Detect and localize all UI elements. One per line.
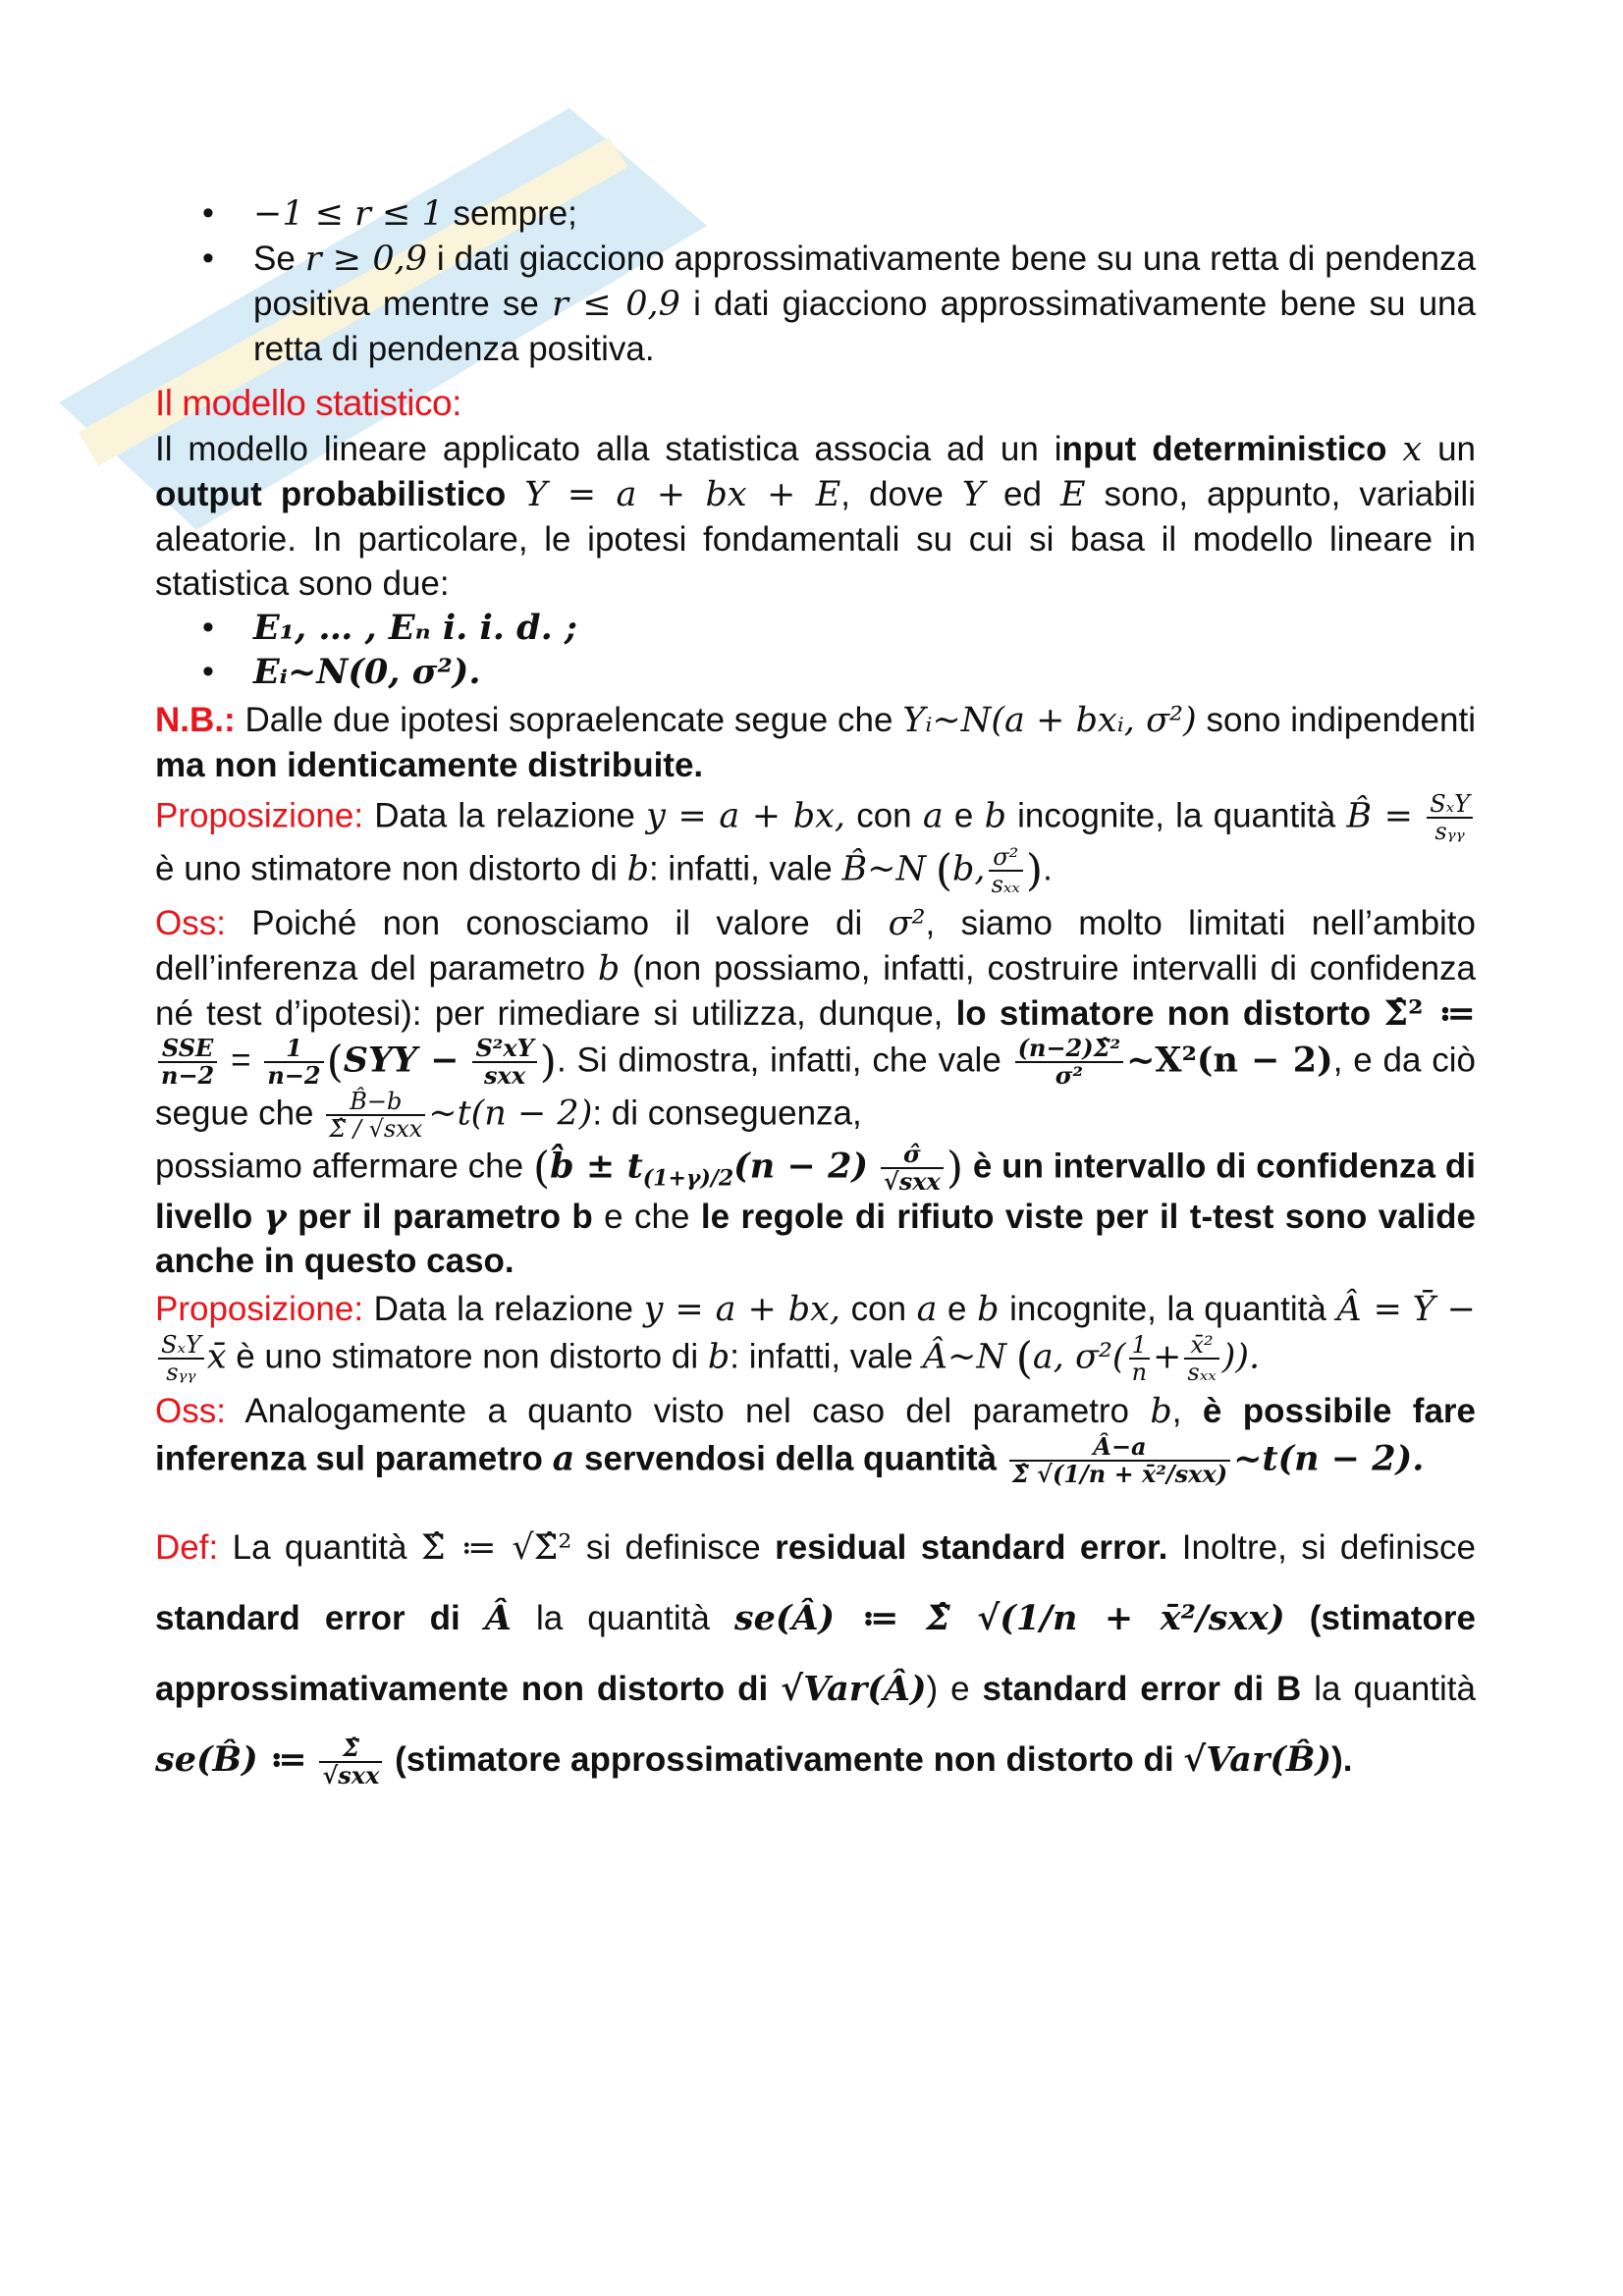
bullet-list-correlation	[155, 191, 1476, 371]
bullet-list-hypotheses	[155, 606, 1476, 694]
list-item: • Se r ≥ 0,9 i dati giacciono approssimativamente bene su una retta di pendenza positiva mentre se r ≤ 0,9 i dati giacciono approssimativamente bene su una retta di pendenza positiva.	[253, 237, 1476, 371]
paragraph-model: Il modello lineare applicato alla statistica associa ad un input deterministico x un output probabilistico Y = a + bx + E, dove Y ed E sono, appunto, variabili aleatorie. In particolare, le ipotesi fondamentali su cui si basa il modello lineare in statistica sono due:	[155, 430, 1477, 603]
document-page	[155, 191, 1476, 1795]
paragraph-oss-1: Oss: Poiché non conosciamo il valore di σ², siamo molto limitati nell’ambito dell’inferenza del parametro b (non possiamo, infatti, costruire intervalli di confidenza né test d’ipotesi): per rimediare si utilizza, dunque, lo stimatore non distorto Σ̂² ≔ $\frac{\text{SSE}}{n-2}$ = $\frac{1}{n-2}$ (SYY − $\frac{\text{S²xY}}{\text{sxx}}$ ). Si dimostra, infatti, che vale $\frac{\text{(n−2)Σ̂²}}{\text{σ²}}$ ~Χ²(n − 2), e da ciò segue che $\frac{B̂-b}{\text{Σ̂ / √sxx}}$ ~t(n − 2): di conseguenza, possiamo affermare che (b̂ ± $t_{(1+\gamma)/2}(n - 2)$ $\frac{\sigmâ}{\text{√sxx}}$ ) è un intervallo di confidenza di livello γ per il parametro b e che le regole di rifiuto viste per il t-test sono valide anche in questo caso.	[155, 904, 1477, 1280]
list-item: • E₁, … , Eₙ i. i. d. ;	[253, 606, 1476, 650]
list-item: • −1 ≤ r ≤ 1 sempre;	[253, 191, 1476, 237]
section-title: Il modello statistico:	[155, 383, 461, 423]
paragraph-proposition-2: Proposizione: Data la relazione y = a + bx, con a e b incognite, la quantità Â = Ȳ − $\frac{\text{SₓY}}{\text{sᵧᵧ}}$ x̄ è uno stimatore non distorto di b: infatti, vale Â~N (a, σ²( $\frac{1}{n}$ + $\frac{\text{x̄²}}{\text{sₓₓ}}$ )).	[155, 1290, 1476, 1386]
paragraph-definition: Def: La quantità Σ̂ ≔ √Σ̂² si definisce residual standard error. Inoltre, si definisce standard error di Â la quantità se(Â) ≔ Σ̂ √(1/n + x̄²/sxx) (stimatore approssimativamente non distorto di √Var(Â)) e standard error di B la quantità se(B̂) ≔ $\frac{\Sigmâ}{\text{√sxx}}$ (stimatore approssimativamente non distorto di √Var(B̂)).	[155, 1528, 1477, 1789]
paragraph-nb: N.B.: Dalle due ipotesi sopraelencate segue che Yᵢ~N(a + bxᵢ, σ²) sono indipendenti ma non identicamente distribuite.	[155, 701, 1476, 784]
paragraph-oss-2: Oss: Analogamente a quanto visto nel caso del parametro b, è possibile fare inferenza sul parametro a servendosi della quantità $\frac{Â-a}{\text{Σ̂ √(1/n + x̄²/sxx)}}$ ~t(n − 2).	[155, 1392, 1477, 1488]
list-item: • Eᵢ~N(0, σ²).	[253, 650, 1476, 694]
paragraph-proposition-1: Proposizione: Data la relazione y = a + bx, con a e b incognite, la quantità B̂ = $\frac{\text{SₓY}}{\text{sᵧᵧ}}$ è uno stimatore non distorto di b: infatti, vale B̂~N (b, $\frac{\text{σ²}}{\text{sₓₓ}}$ ).	[155, 791, 1476, 897]
